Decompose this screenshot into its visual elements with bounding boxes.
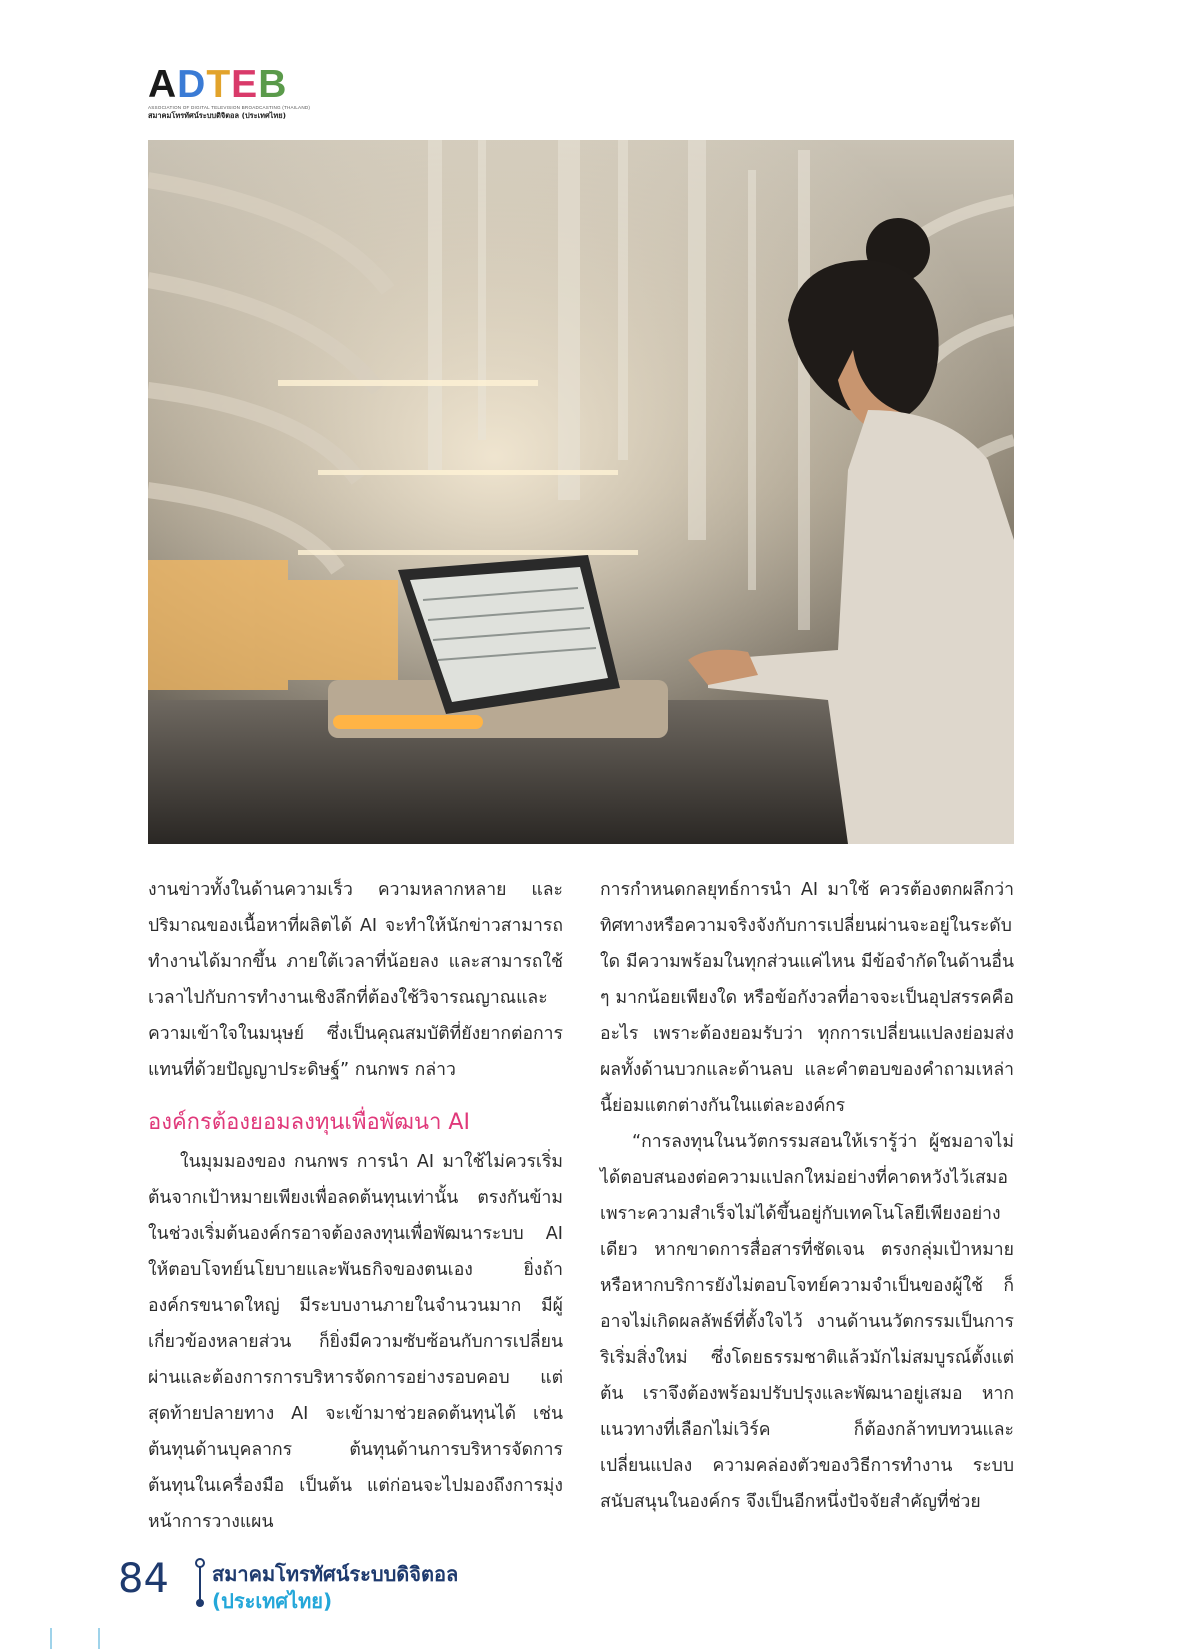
logo-letter: B — [258, 63, 287, 106]
divider-pin-icon — [192, 1558, 208, 1608]
logo-subtitle-en: ASSOCIATION OF DIGITAL TELEVISION BROADCASTING (THAILAND) — [148, 105, 311, 110]
paragraph: การกำหนดกลยุทธ์การนำ AI มาใช้ ควรต้องตกผลึกว่าทิศทางหรือความจริงจังกับการเปลี่ยนผ่านจะอยู่ในระดับใด มีความพร้อมในทุกส่วนแค่ไหน มีข้อจำกัดในด้านอื่น ๆ มากน้อยเพียงใด หรือข้อกังวลที่อาจจะเป็นอุปสรรคคืออะไร เพราะต้องยอมรับว่า ทุกการเปลี่ยนแปลงย่อมส่งผลทั้งด้านบวกและด้านลบ และคำตอบของคำถามเหล่านี้ย่อมแตกต่างกันในแต่ละองค์กร — [600, 880, 1014, 1116]
page-edge-mark — [98, 1628, 100, 1649]
paragraph: “การลงทุนในนวัตกรรมสอนให้เรารู้ว่า ผู้ชมอาจไม่ได้ตอบสนองต่อความแปลกใหม่อย่างที่คาดหวังไว้เสมอ เพราะความสำเร็จไม่ได้ขึ้นอยู่กับเทคโนโลยีเพียงอย่างเดียว หากขาดการสื่อสารที่ชัดเจน ตรงกลุ่มเป้าหมาย หรือหากบริการยังไม่ตอบโจทย์ความจำเป็นของผู้ใช้ ก็อาจไม่เกิดผลลัพธ์ที่ตั้งใจไว้ งานด้านนวัตกรรมเป็นการริเริ่มสิ่งใหม่ ซึ่งโดยธรรมชาติแล้วมักไม่สมบูรณ์ตั้งแต่ต้น เราจึงต้องพร้อมปรับปรุงและพัฒนาอยู่เสมอ หากแนวทางที่เลือกไม่เวิร์ค ก็ต้องกล้าทบทวนและเปลี่ยนแปลง ความคล่องตัวของวิธีการทำงาน ระบบสนับสนุนในองค์กร จึงเป็นอีกหนึ่งปัจจัยสำคัญที่ช่วย — [600, 1132, 1014, 1512]
logo-wordmark — [148, 63, 308, 106]
footer-org-country: (ประเทศไทย) — [212, 1589, 333, 1613]
footer-org-name: สมาคมโทรทัศน์ระบบดิจิตอล — [212, 1562, 459, 1586]
logo-letter: D — [177, 63, 206, 106]
left-text-column — [148, 872, 563, 1540]
logo-subtitle-th: สมาคมโทรทัศน์ระบบดิจิตอล (ประเทศไทย) — [148, 111, 286, 120]
page-number: 84 — [118, 1556, 169, 1602]
photo-woman-laptop-icon — [148, 140, 1014, 844]
page-footer — [118, 1548, 718, 1618]
logo-letter: T — [206, 63, 231, 106]
logo-letter: A — [148, 63, 177, 106]
right-text-column — [600, 872, 1014, 1520]
paragraph: งานข่าวทั้งในด้านความเร็ว ความหลากหลาย และปริมาณของเนื้อหาที่ผลิตได้ AI จะทำให้นักข่าวสามารถทำงานได้มากขึ้น ภายใต้เวลาที่น้อยลง และสามารถใช้เวลาไปกับการทำงานเชิงลึกที่ต้องใช้วิจารณญาณและความเข้าใจในมนุษย์ ซึ่งเป็นคุณสมบัติที่ยังยากต่อการแทนที่ด้วยปัญญาประดิษฐ์” กนกพร กล่าว — [148, 880, 563, 1080]
page-edge-mark — [50, 1628, 52, 1649]
logo-letter: E — [231, 63, 258, 106]
adteb-logo — [148, 63, 311, 122]
section-heading: องค์กรต้องยอมลงทุนเพื่อพัฒนา AI — [148, 1110, 470, 1135]
paragraph: ในมุมมองของ กนกพร การนำ AI มาใช้ไม่ควรเริ่มต้นจากเป้าหมายเพียงเพื่อลดต้นทุนเท่านั้น ตรงกันข้าม ในช่วงเริ่มต้นองค์กรอาจต้องลงทุนเพื่อพัฒนาระบบ AI ให้ตอบโจทย์นโยบายและพันธกิจของตนเอง ยิ่งถ้าองค์กรขนาดใหญ่ มีระบบงานภายในจำนวนมาก มีผู้เกี่ยวข้องหลายส่วน ก็ยิ่งมีความซับซ้อนกับการเปลี่ยนผ่านและต้องการการบริหารจัดการอย่างรอบคอบ แต่สุดท้ายปลายทาง AI จะเข้ามาช่วยลดต้นทุนได้ เช่น ต้นทุนด้านบุคลากร ต้นทุนด้านการบริหารจัดการ ต้นทุนในเครื่องมือ เป็นต้น แต่ก่อนจะไปมองถึงการมุ่งหน้าการวางแผน — [148, 1152, 563, 1532]
hero-photo — [148, 140, 1014, 844]
